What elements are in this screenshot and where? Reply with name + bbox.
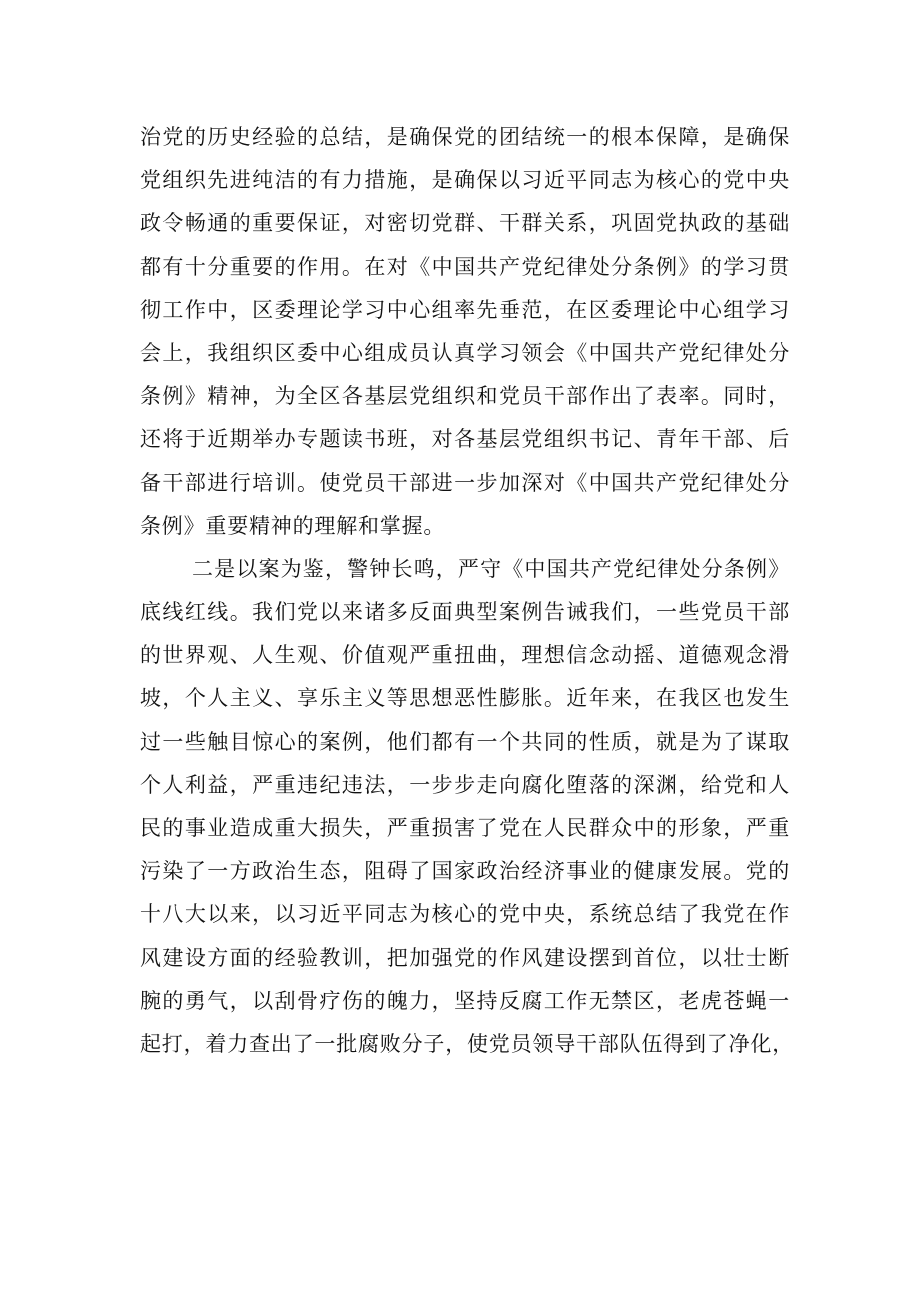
paragraph-line: 条例》重要精神的理解和掌握。: [140, 513, 446, 538]
paragraph-line: 过一些触目惊心的案例，他们都有一个共同的性质，就是为了谋取: [140, 729, 790, 754]
paragraph-line: 底线红线。我们党以来诸多反面典型案例告诫我们，一些党员干部: [140, 600, 790, 625]
paragraph-line: 污染了一方政治生态，阻碍了国家政治经济事业的健康发展。党的: [140, 859, 790, 884]
paragraph-2: [140, 548, 794, 1066]
paragraph-line: 十八大以来，以习近平同志为核心的党中央，系统总结了我党在作: [140, 902, 790, 927]
paragraph-line: 政令畅通的重要保证，对密切党群、干群关系，巩固党执政的基础: [140, 211, 790, 236]
paragraph-line: 腕的勇气，以刮骨疗伤的魄力，坚持反腐工作无禁区，老虎苍蝇一: [140, 988, 790, 1013]
document-body: [140, 116, 794, 1066]
paragraph-line: 治党的历史经验的总结，是确保党的团结统一的根本保障，是确保: [140, 125, 790, 149]
paragraph-line: 还将于近期举办专题读书班，对各基层党组织书记、青年干部、后: [140, 427, 790, 452]
paragraph-line: 备干部进行培训。使党员干部进一步加深对《中国共产党纪律处分: [140, 470, 790, 495]
paragraph-line: 的世界观、人生观、价值观严重扭曲，理想信念动摇、道德观念滑: [140, 643, 790, 668]
paragraph-line: 二是以案为鉴，警钟长鸣，严守《中国共产党纪律处分条例》: [192, 556, 790, 581]
paragraph-line: 党组织先进纯洁的有力措施，是确保以习近平同志为核心的党中央: [140, 168, 790, 193]
paragraph-line: 民的事业造成重大损失，严重损害了党在人民群众中的形象，严重: [140, 816, 790, 840]
paragraph-line: 坡，个人主义、享乐主义等思想恶性膨胀。近年来，在我区也发生: [140, 686, 790, 711]
paragraph-line: 风建设方面的经验教训，把加强党的作风建设摆到首位，以壮士断: [140, 945, 790, 970]
paragraph-line: 会上，我组织区委中心组成员认真学习领会《中国共产党纪律处分: [140, 340, 790, 365]
paragraph-line: 彻工作中，区委理论学习中心组率先垂范，在区委理论中心组学习: [140, 297, 790, 322]
paragraph-line: 起打，着力查出了一批腐败分子，使党员领导干部队伍得到了净化，: [140, 1031, 794, 1056]
paragraph-line: 个人利益，严重违纪违法，一步步走向腐化堕落的深渊，给党和人: [140, 772, 790, 797]
paragraph-1: [140, 116, 790, 548]
paragraph-line: 都有十分重要的作用。在对《中国共产党纪律处分条例》的学习贯: [140, 254, 790, 279]
paragraph-line: 条例》精神，为全区各基层党组织和党员干部作出了表率。同时，: [140, 384, 790, 409]
